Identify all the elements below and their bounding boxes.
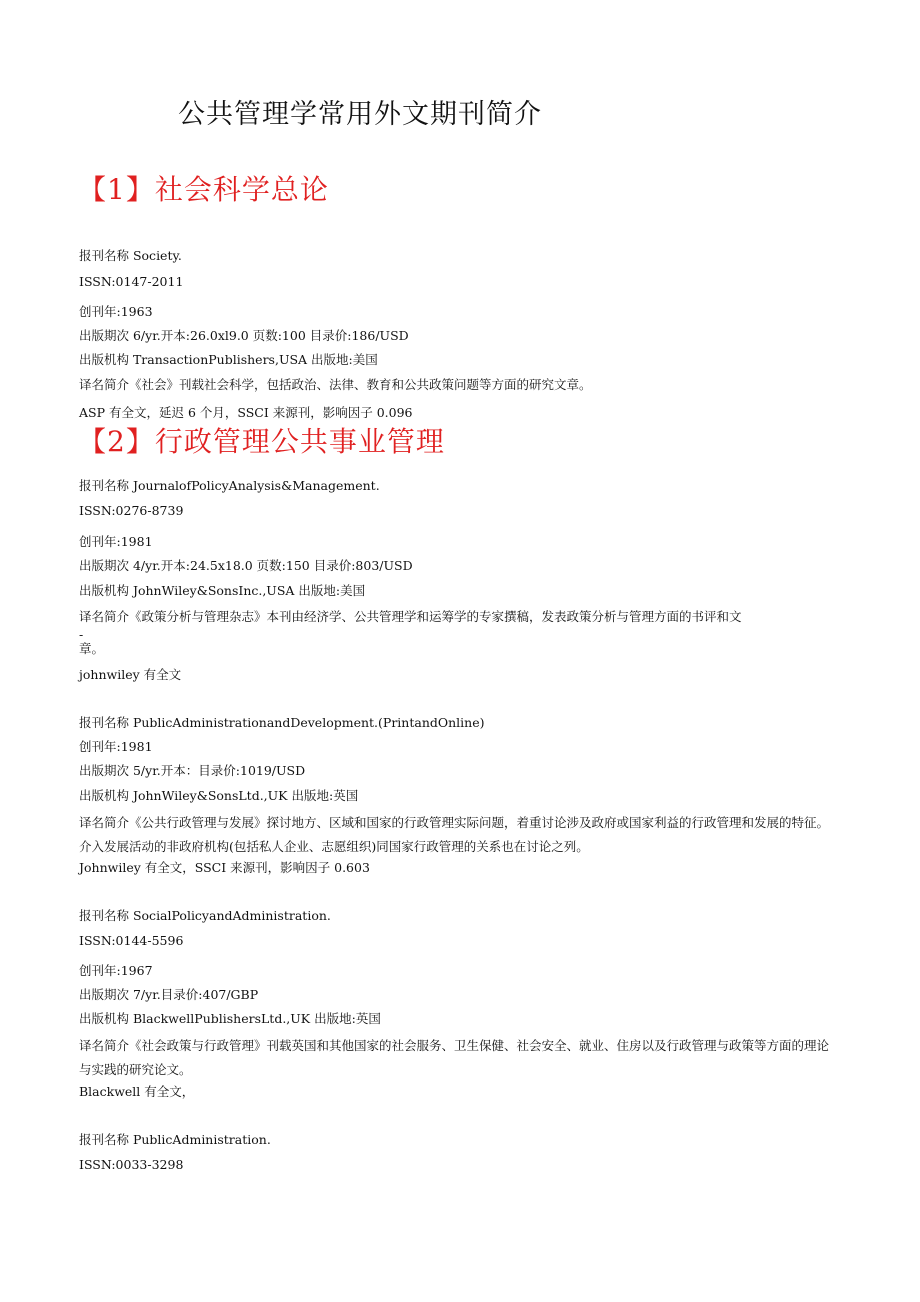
founded-line: 创刊年:1981 bbox=[79, 739, 153, 754]
fulltext-line: johnwiley 有全文 bbox=[79, 667, 182, 682]
summary-paragraph: 译名简介《公共行政管理与发展》探讨地方、区域和国家的行政管理实际问题，着重讨论涉及政府或国家利益的行政管理和发展的特征。介入发展活动的非政府机构(包括私人企业、志愿组织)同国家行政管理的关系也在讨论之列。 bbox=[79, 815, 830, 854]
journal-name-line: 报刊名称 JournalofPolicyAnalysis&Management. bbox=[79, 478, 380, 493]
summary-line: 译名简介《社会》刊载社会科学，包括政治、法律、教育和公共政策问题等方面的研究文章。 bbox=[79, 377, 592, 392]
journal-name-line: 报刊名称 PublicAdministrationandDevelopment.(PrintandOnline) bbox=[79, 715, 485, 730]
issue-info-line: 出版期次 5/yr.开本：目录价:1019/USD bbox=[79, 763, 306, 778]
issn-line: ISSN:0033-3298 bbox=[79, 1157, 184, 1172]
summary-continuation: 章。 bbox=[79, 641, 105, 656]
founded-line: 创刊年:1967 bbox=[79, 963, 153, 978]
publisher-line: 出版机构 TransactionPublishers,USA 出版地:美国 bbox=[79, 352, 378, 367]
journal-name-line: 报刊名称 Society. bbox=[79, 248, 182, 263]
summary-hyphen: - bbox=[79, 627, 84, 642]
issue-info-line: 出版期次 4/yr.开本:24.5x18.0 页数:150 目录价:803/USD bbox=[79, 558, 413, 573]
section-heading-2: 【2】行政管理公共事业管理 bbox=[78, 425, 445, 458]
issn-line: ISSN:0147-2011 bbox=[79, 274, 184, 289]
issue-info-line: 出版期次 6/yr.开本:26.0xl9.0 页数:100 目录价:186/USD bbox=[79, 328, 409, 343]
fulltext-line: ASP 有全文，延迟 6 个月，SSCI 来源刊，影响因子 0.096 bbox=[79, 405, 413, 420]
founded-line: 创刊年:1963 bbox=[79, 304, 153, 319]
issue-info-line: 出版期次 7/yr.目录价:407/GBP bbox=[79, 987, 259, 1002]
fulltext-line: Blackwell 有全文， bbox=[79, 1084, 195, 1099]
journal-name-line: 报刊名称 SocialPolicyandAdministration. bbox=[79, 908, 331, 923]
summary-paragraph: 译名简介《社会政策与行政管理》刊载英国和其他国家的社会服务、卫生保健、社会安全、就业、住房以及行政管理与政策等方面的理论与实践的研究论文。 bbox=[79, 1038, 830, 1077]
journal-name-line: 报刊名称 PublicAdministration. bbox=[79, 1132, 271, 1147]
fulltext-line: Johnwiley 有全文，SSCI 来源刊，影响因子 0.603 bbox=[79, 860, 370, 875]
publisher-line: 出版机构 BlackwellPublishersLtd.,UK 出版地:英国 bbox=[79, 1011, 381, 1026]
founded-line: 创刊年:1981 bbox=[79, 534, 153, 549]
publisher-line: 出版机构 JohnWiley&SonsInc.,USA 出版地:美国 bbox=[79, 583, 366, 598]
page-title: 公共管理学常用外文期刊简介 bbox=[178, 99, 542, 130]
issn-line: ISSN:0276-8739 bbox=[79, 503, 184, 518]
issn-line: ISSN:0144-5596 bbox=[79, 933, 184, 948]
publisher-line: 出版机构 JohnWiley&SonsLtd.,UK 出版地:英国 bbox=[79, 788, 359, 803]
summary-line: 译名简介《政策分析与管理杂志》本刊由经济学、公共管理学和运筹学的专家撰稿，发表政策分析与管理方面的书评和文 bbox=[79, 609, 742, 624]
section-heading-1: 【1】社会科学总论 bbox=[78, 173, 329, 206]
